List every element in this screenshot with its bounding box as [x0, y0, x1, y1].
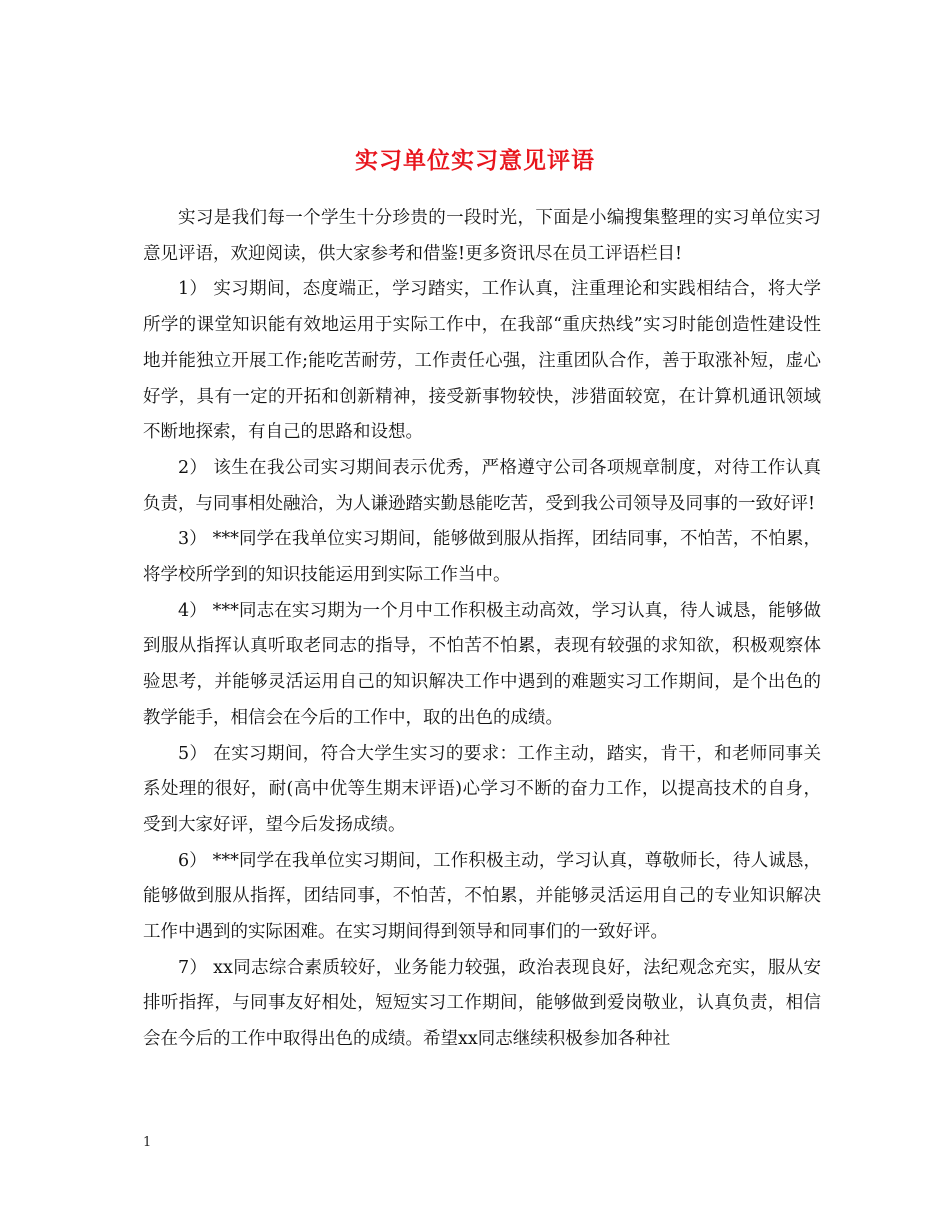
- comment-paragraph-3: 3） ***同学在我单位实习期间，能够做到服从指挥，团结同事，不怕苦，不怕累，将学校所学到的知识技能运用到实际工作当中。: [143, 529, 821, 586]
- document-title: 实习单位实习意见评语: [355, 147, 595, 175]
- page-number: 1: [143, 1135, 152, 1150]
- comment-paragraph-4: 4） ***同志在实习期为一个月中工作积极主动高效，学习认真，待人诚恳，能够做到服从指挥认真听取老同志的指导，不怕苦不怕累，表现有较强的求知欲，积极观察体验思考，并能够灵活运用自己的知识解决工作中遇到的难题实习工作期间，是个出色的教学能手，相信会在今后的工作中，取的出色的成绩。: [143, 600, 821, 728]
- document-body: [143, 201, 821, 1058]
- comment-paragraph-5: 5） 在实习期间，符合大学生实习的要求：工作主动，踏实，肯干，和老师同事关系处理的很好，耐(高中优等生期末评语)心学习不断的奋力工作，以提高技术的自身，受到大家好评，望今后发扬成绩。: [143, 743, 821, 835]
- comment-paragraph-7: 7） xx同志综合素质较好，业务能力较强，政治表现良好，法纪观念充实，服从安排听指挥，与同事友好相处，短短实习工作期间，能够做到爱岗敬业，认真负责，相信会在今后的工作中取得出色的成绩。希望xx同志继续积极参加各种社: [143, 957, 821, 1050]
- comment-paragraph-6: 6） ***同学在我单位实习期间，工作积极主动，学习认真，尊敬师长，待人诚恳，能够做到服从指挥，团结同事，不怕苦，不怕累，并能够灵活运用自己的专业知识解决工作中遇到的实际困难。在实习期间得到领导和同事们的一致好评。: [143, 850, 821, 943]
- comment-paragraph-2: 2） 该生在我公司实习期间表示优秀，严格遵守公司各项规章制度，对待工作认真负责，与同事相处融洽，为人谦逊踏实勤恳能吃苦，受到我公司领导及同事的一致好评!: [143, 457, 821, 514]
- comment-paragraph-1: 1） 实习期间，态度端正，学习踏实，工作认真，注重理论和实践相结合，将大学所学的课堂知识能有效地运用于实际工作中，在我部“重庆热线”实习时能创造性建设性地并能独立开展工作;能吃苦耐劳，工作责任心强，注重团队合作，善于取涨补短，虚心好学，具有一定的开拓和创新精神，接受新事物较快，涉猎面较宽，在计算机通讯领域不断地探索，有自己的思路和设想。: [143, 279, 821, 443]
- intro-paragraph: 实习是我们每一个学生十分珍贵的一段时光，下面是小编搜集整理的实习单位实习意见评语，欢迎阅读，供大家参考和借鉴!更多资讯尽在员工评语栏目!: [143, 208, 821, 264]
